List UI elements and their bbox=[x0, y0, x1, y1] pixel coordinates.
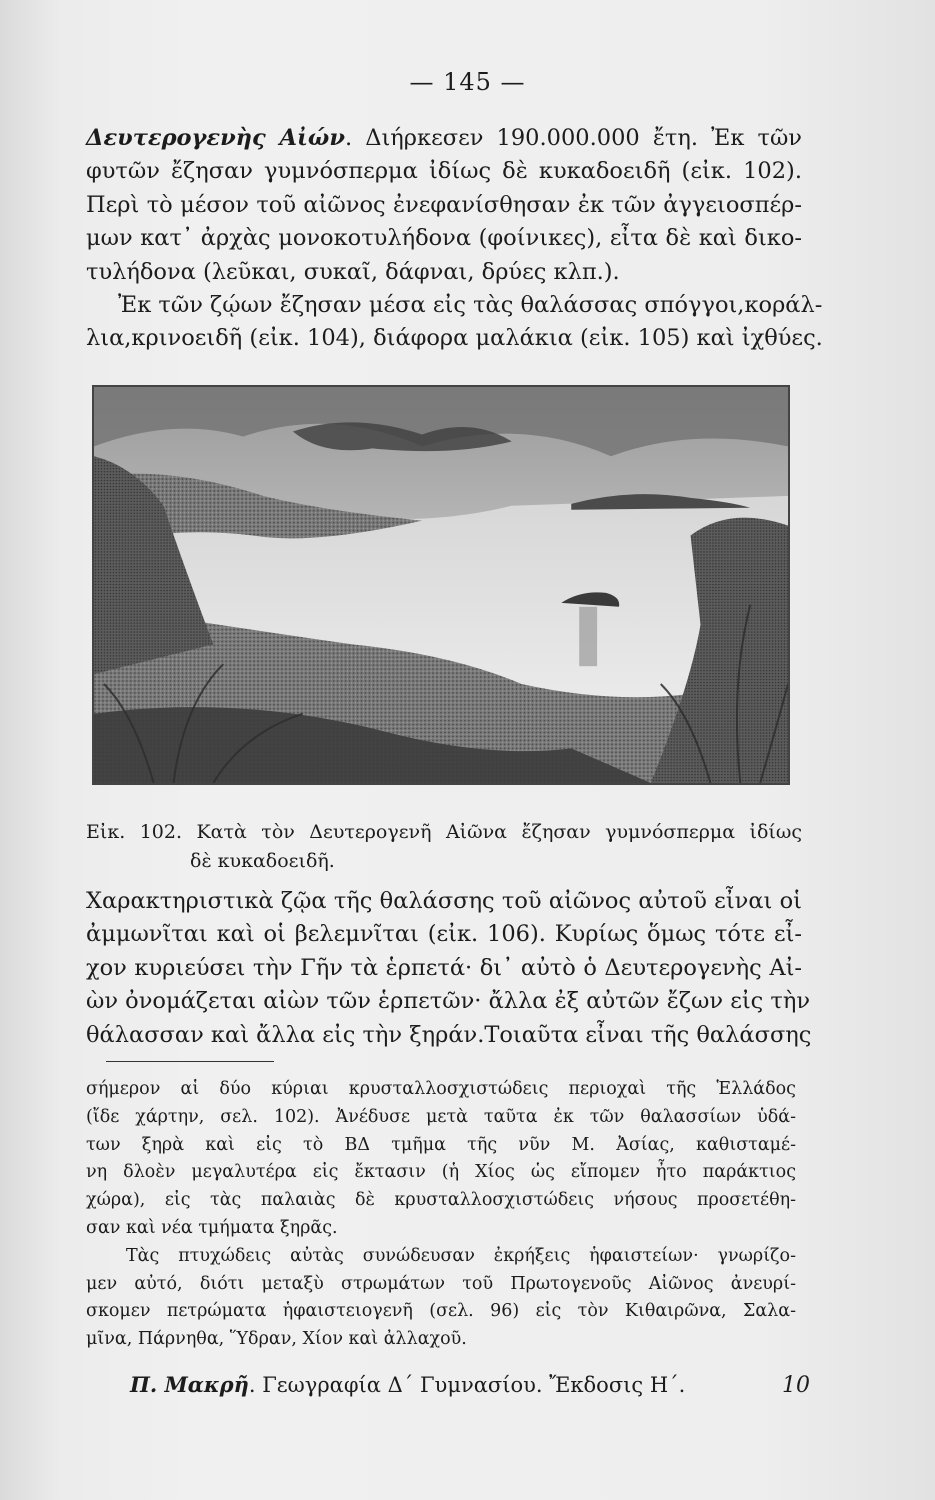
footer-author: Π. Μακρῆ bbox=[130, 1372, 249, 1397]
text-line: Δευτερογενὴς Αἰών. Διήρκεσεν 190.000.000 ἔτη. Ἐκ τῶν bbox=[86, 125, 802, 151]
page-number: — 145 — bbox=[409, 68, 526, 96]
footnote-line: σκομεν πετρώματα ἡφαιστειογενῆ (σελ. 96) εἰς τὸν Κιθαιρῶνα, Σαλα- bbox=[86, 1301, 796, 1322]
paragraph-secondary-era bbox=[86, 122, 823, 356]
footnote-line: μεν αὐτό, διότι μεταξὺ στρωμάτων τοῦ Πρωτογενοῦς Αἰῶνος ἀνευρί- bbox=[86, 1273, 796, 1294]
text-line: θάλασσαν καὶ ἄλλα εἰς τὴν ξηράν.Τοιαῦτα εἶναι τῆς θαλάσσης bbox=[86, 1021, 812, 1048]
footnote-line: σήμερον αἱ δύο κύριαι κρυσταλλοσχιστώδεις περιοχαὶ τῆς Ἑλλάδος bbox=[86, 1079, 796, 1099]
text-line: Περὶ τὸ μέσον τοῦ αἰῶνος ἐνεφανίσθησαν ἐκ τῶν ἀγγειοσπέρ- bbox=[86, 191, 802, 218]
footnote-line: μῖνα, Πάρνηθα, Ὕδραν, Χίον καὶ ἀλλαχοῦ. bbox=[86, 1329, 467, 1350]
footnote-line: νη δλοὲν μεγαλυτέρα εἰς ἔκτασιν (ἡ Χίος ὡς εἴπομεν ἦτο παράκτιος bbox=[86, 1162, 796, 1183]
footer-title: . Γεωγραφία Δ΄ Γυμνασίου. Ἔκδοσις Η΄. bbox=[248, 1373, 686, 1397]
text-line: τυλήδονα (λεῦκαι, συκαῖ, δάφναι, δρύες κλπ.). bbox=[86, 258, 620, 285]
caption-line: Εἰκ. 102. Κατὰ τὸν Δευτερογενῆ Αἰῶνα ἔζησαν γυμνόσπερμα ἰδίως bbox=[86, 821, 802, 843]
caption-line: δὲ κυκαδοειδῆ. bbox=[190, 850, 335, 872]
footnote bbox=[86, 1076, 796, 1354]
footnote-line: (ἴδε χάρτην, σελ. 102). Ἀνέδυσε μετὰ ταῦτα ἐκ τῶν θαλασσίων ὑδά- bbox=[86, 1106, 796, 1127]
text-line: λια,κρινοειδῆ (εἰκ. 104), διάφορα μαλάκια (εἰκ. 105) καὶ ἰχθύες. bbox=[86, 325, 823, 352]
text-line: ὼν ὀνομάζεται αἰὼν τῶν ἑρπετῶν· ἄλλα ἐξ αὐτῶν ἔζων εἰς τὴν bbox=[86, 988, 811, 1015]
footnote-line: των ξηρὰ καὶ εἰς τὸ ΒΔ τμῆμα τῆς νῦν Μ. Ἀσίας, καθισταμέ- bbox=[86, 1134, 796, 1155]
era-title: Δευτερογενὴς Αἰών bbox=[86, 125, 345, 151]
paragraph-marine-animals bbox=[86, 885, 812, 1052]
text-line: Χαρακτηριστικὰ ζῷα τῆς θαλάσσης τοῦ αἰῶνος αὐτοῦ εἶναι οἱ bbox=[86, 888, 802, 914]
footnote-line: χώρα), εἰς τὰς παλαιὰς δὲ κρυσταλλοσχιστώδεις νήσους προσετέθη- bbox=[86, 1190, 796, 1211]
text-line: φυτῶν ἔζησαν γυμνόσπερμα ἰδίως δὲ κυκαδοειδῆ (εἰκ. 102). bbox=[86, 158, 802, 185]
landscape-illustration bbox=[94, 387, 788, 783]
footer-imprint bbox=[130, 1372, 685, 1397]
footnote-line: Τὰς πτυχώδεις αὐτὰς συνώδευσαν ἐκρήξεις ἡφαιστείων· γνωρίζο- bbox=[126, 1245, 796, 1266]
page-footer bbox=[130, 1372, 810, 1398]
footnote-separator bbox=[106, 1061, 274, 1062]
text-line: μων κατ᾿ ἀρχὰς μονοκοτυλήδονα (φοίνικες), εἶτα δὲ καὶ δικο- bbox=[86, 225, 802, 252]
text-line: ἀμμωνῖται καὶ οἱ βελεμνῖται (εἰκ. 106). Κυρίως ὅμως τότε εἶ- bbox=[86, 921, 802, 948]
text-line: Ἐκ τῶν ζῴων ἔζησαν μέσα εἰς τὰς θαλάσσας σπόγγοι,κοράλ- bbox=[118, 292, 823, 319]
figure-caption bbox=[86, 818, 802, 876]
footnote-line: σαν καὶ νέα τμήματα ξηρᾶς. bbox=[86, 1217, 338, 1238]
text-line: χον κυριεύσει τὴν Γῆν τὰ ἑρπετά· δι᾿ αὐτὸ ὁ Δευτερογενὴς Αἰ- bbox=[86, 954, 802, 981]
figure-102-landscape-engraving bbox=[92, 385, 790, 785]
signature-mark: 10 bbox=[782, 1373, 810, 1398]
